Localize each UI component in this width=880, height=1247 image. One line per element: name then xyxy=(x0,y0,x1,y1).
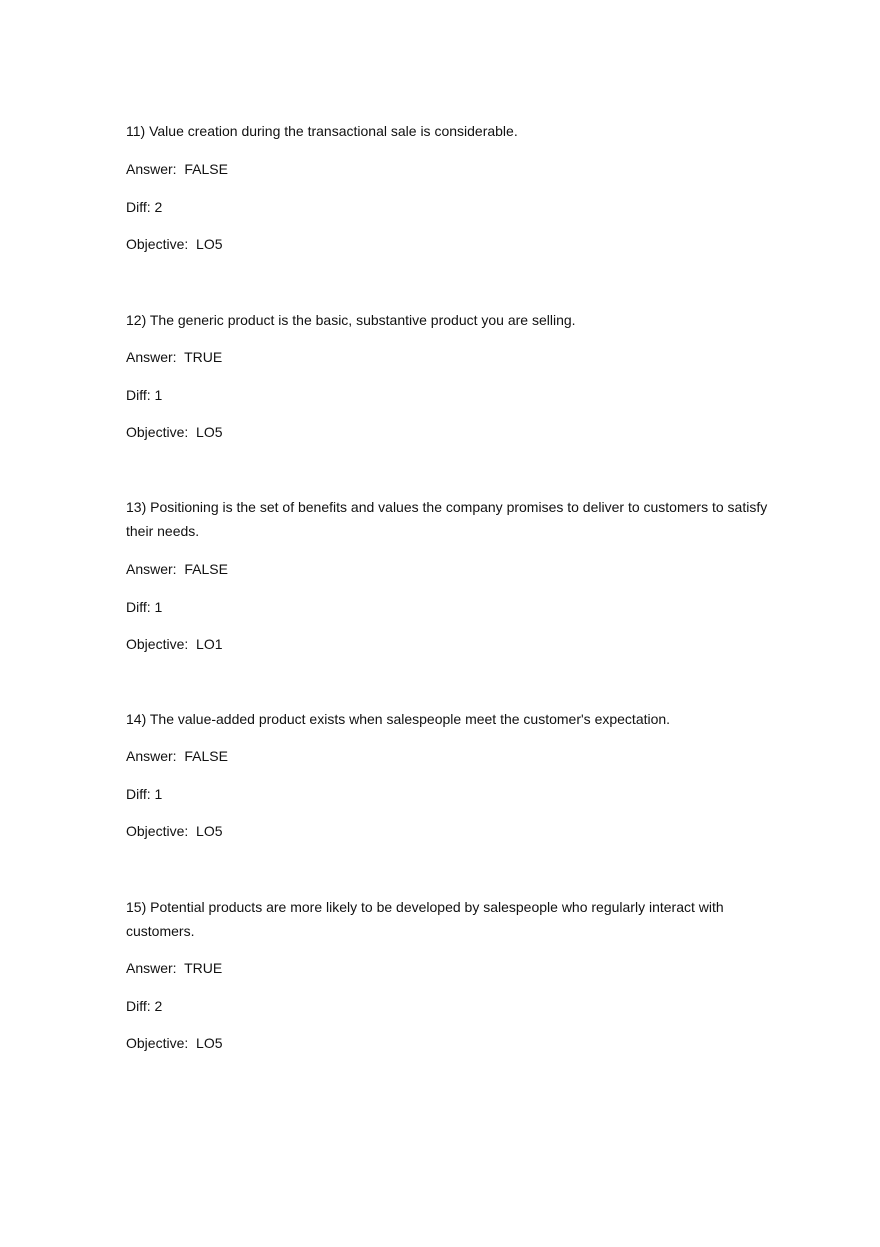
question-12 xyxy=(126,308,576,440)
question-text: 14) The value-added product exists when salespeople meet the customer's expectation. xyxy=(126,711,671,727)
question-text-continued: their needs. xyxy=(126,523,200,539)
question-text-continued: customers. xyxy=(126,923,195,939)
answer: Answer: TRUE xyxy=(126,960,223,976)
question-text: 11) Value creation during the transactional sale is considerable. xyxy=(126,123,518,139)
difficulty: Diff: 2 xyxy=(126,998,163,1014)
answer: Answer: FALSE xyxy=(126,748,228,764)
objective: Objective: LO1 xyxy=(126,636,223,652)
question-13 xyxy=(126,495,768,652)
question-15 xyxy=(126,895,724,1051)
question-text: 12) The generic product is the basic, substantive product you are selling. xyxy=(126,312,576,328)
question-11 xyxy=(126,119,518,252)
objective: Objective: LO5 xyxy=(126,424,223,440)
objective: Objective: LO5 xyxy=(126,823,223,839)
difficulty: Diff: 1 xyxy=(126,387,163,403)
difficulty: Diff: 2 xyxy=(126,199,163,215)
question-14 xyxy=(126,707,671,839)
objective: Objective: LO5 xyxy=(126,1035,223,1051)
objective: Objective: LO5 xyxy=(126,236,223,252)
difficulty: Diff: 1 xyxy=(126,786,163,802)
answer: Answer: FALSE xyxy=(126,161,228,177)
question-text: 15) Potential products are more likely to be developed by salespeople who regularly interact with xyxy=(126,899,724,915)
difficulty: Diff: 1 xyxy=(126,599,163,615)
answer: Answer: FALSE xyxy=(126,561,228,577)
answer: Answer: TRUE xyxy=(126,349,223,365)
question-text: 13) Positioning is the set of benefits and values the company promises to deliver to customers to satisfy xyxy=(126,499,768,515)
